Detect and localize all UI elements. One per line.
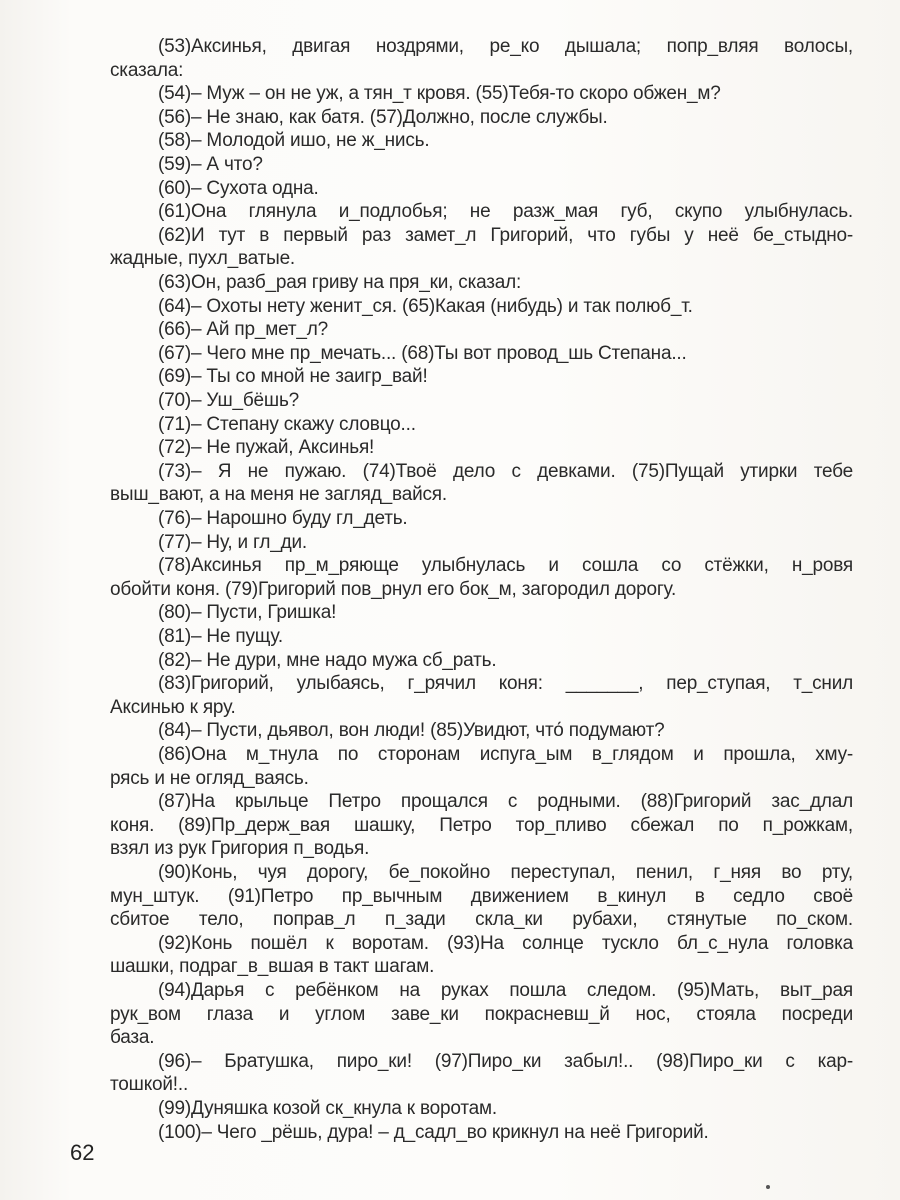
text-line: (90)Конь, чуя дорогу, бе_покойно переступал, пенил, г_няя во рту, <box>158 862 853 883</box>
text-line: (56)– Не знаю, как батя. (57)Должно, после службы. <box>158 106 608 128</box>
text-line: выш_вают, а на меня не загляд_вайся. <box>110 484 447 506</box>
text-line: взял из рук Григория п_водья. <box>110 838 370 860</box>
text-line: обойти коня. (79)Григорий пов_рнул его бок_м, загородил дорогу. <box>110 578 677 600</box>
text-line: (94)Дарья с ребёнком на руках пошла следом. (95)Мать, выт_рая <box>158 980 853 1001</box>
text-line: (59)– А что? <box>158 154 263 175</box>
text-line: (86)Она м_тнула по сторонам испуга_ым в_глядом и прошла, хму- <box>158 744 853 765</box>
text-line: (71)– Степану скажу словцо... <box>158 413 416 435</box>
ink-speck <box>766 1185 770 1189</box>
text-line: (54)– Муж – он не уж, а тян_т кровя. (55)Тебя-то скоро обжен_м? <box>158 83 721 105</box>
text-line: рясь и не огляд_ваясь. <box>110 767 309 789</box>
text-line: (83)Григорий, улыбаясь, г_рячил коня: _______, пер_ступая, т_снил <box>158 673 853 695</box>
text-line: (58)– Молодой ишо, не ж_нись. <box>158 130 430 152</box>
text-line: (63)Он, разб_рая гриву на пря_ки, сказал: <box>158 272 522 293</box>
text-line: (92)Конь пошёл к воротам. (93)На солнце тускло бл_с_нула головка <box>158 932 853 954</box>
text-line: (78)Аксинья пр_м_ряюще улыбнулась и сошла со стёжки, н_ровя <box>158 555 853 577</box>
text-line: сбитое тело, поправ_л п_зади скла_ки рубахи, стянутые по_ском. <box>110 909 853 931</box>
text-line: рук_вом глаза и углом заве_ки покрасневш_й нос, стояла посреди <box>110 1003 853 1025</box>
text-line: (66)– Ай пр_мет_л? <box>158 319 328 341</box>
text-line: (87)На крыльце Петро прощался с родными. (88)Григорий зас_длал <box>158 791 853 813</box>
text-line: (96)– Братушка, пиро_ки! (97)Пиро_ки забыл!.. (98)Пиро_ки с кар- <box>158 1050 853 1072</box>
text-line: (100)– Чего _рёшь, дура! – д_садл_во крикнул на неё Григорий. <box>158 1121 709 1143</box>
text-line: (84)– Пусти, дьявол, вон люди! (85)Увидют, что́ подумают? <box>158 720 665 742</box>
text-line: (62)И тут в первый раз замет_л Григорий, что губы у неё бе_стыдно- <box>158 224 853 246</box>
text-line: Аксинью к яру. <box>110 696 236 718</box>
text-line: (80)– Пусти, Гришка! <box>158 602 337 624</box>
text-line: (72)– Не пужай, Аксинья! <box>158 437 375 459</box>
text-line: (81)– Не пущу. <box>158 626 283 647</box>
page-number: 62 <box>70 1140 95 1165</box>
text-line: шашки, подраг_в_вшая в такт шагам. <box>110 956 435 978</box>
text-line: (64)– Охоты нету женит_ся. (65)Какая (нибудь) и так полюб_т. <box>158 295 693 317</box>
text-line: (67)– Чего мне пр_мечать... (68)Ты вот провод_шь Степана... <box>158 342 687 364</box>
text-line: (53)Аксинья, двигая ноздрями, ре_ко дышала; попр_вляя волосы, <box>158 36 853 57</box>
text-line: (61)Она глянула и_подлобья; не разж_мая губ, скупо улыбнулась. <box>158 201 853 223</box>
text-line: мун_штук. (91)Петро пр_вычным движением в_кинул в седло своё <box>110 885 853 907</box>
text-line: сказала: <box>110 59 184 81</box>
text-line: (82)– Не дури, мне надо мужа сб_рать. <box>158 649 497 671</box>
text-line: (99)Дуняшка козой ск_кнула к воротам. <box>158 1098 497 1119</box>
text-line: (69)– Ты со мной не заигр_вай! <box>158 366 428 388</box>
text-line: жадные, пухл_ватые. <box>110 248 296 270</box>
text-line: база. <box>110 1027 155 1049</box>
text-line: (73)– Я не пужаю. (74)Твоё дело с девками. (75)Пущай утирки тебе <box>158 460 853 482</box>
text-line: коня. (89)Пр_держ_вая шашку, Петро тор_пливо сбежал по п_рожкам, <box>110 814 853 836</box>
text-line: (60)– Сухота одна. <box>158 177 319 199</box>
text-line: тошкой!.. <box>110 1074 189 1096</box>
text-line: (70)– Уш_бёшь? <box>158 390 300 411</box>
text-line: (77)– Ну, и гл_ди. <box>158 531 307 553</box>
text-line: (76)– Нарошно буду гл_деть. <box>158 508 408 529</box>
